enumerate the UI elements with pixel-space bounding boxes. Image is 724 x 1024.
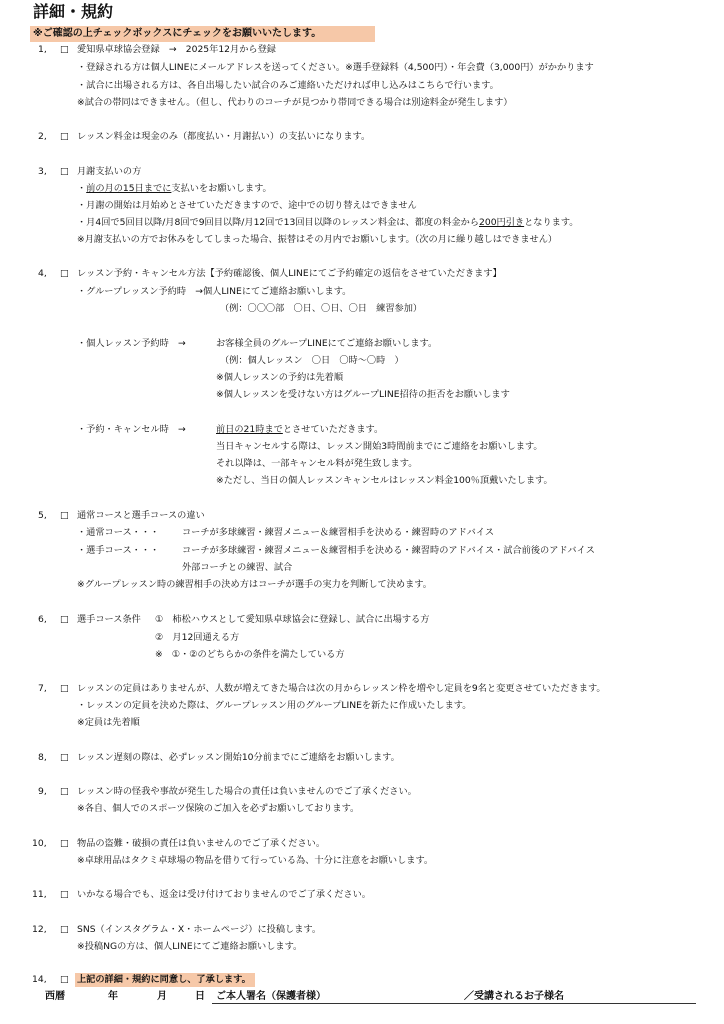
item-2-heading: レッスン料金は現金のみ（都度払い・月謝払い）の支払いになります。 (77, 131, 371, 142)
item-number-6: 6, (38, 614, 47, 625)
item-8-heading: レッスン遅刻の際は、必ずレッスン開始10分前までにご連絡をお願いします。 (77, 752, 400, 763)
checkbox-4[interactable]: □ (60, 268, 69, 279)
item-7-heading: レッスンの定員はありませんが、人数が増えてきた場合は次の月からレッスン枠を増やし定員を9名と変更させていただきます。 (77, 683, 606, 694)
item-number-7: 7, (38, 683, 47, 694)
item-4-line: 当日キャンセルする際は、レッスン開始3時間前までにご連絡をお願いします。 (216, 441, 543, 452)
item-7-line: ・レッスンの定員を決めた際は、グループレッスン用のグループLINEを新たに作成いたします。 (77, 700, 472, 711)
child-name-label: ／受講されるお子様名 (464, 991, 564, 1002)
item-4-line: ・グループレッスン予約時 →個人LINEにてご連絡お願いします。 (77, 286, 352, 297)
item-5-line: ・通常コース・・・ (77, 527, 160, 538)
guardian-signature-label: ご本人署名（保護者様） (216, 991, 326, 1002)
item-6-line: ① 柿松ハウスとして愛知県卓球協会に登録し、試合に出場する方 (155, 614, 430, 625)
checkbox-7[interactable]: □ (60, 683, 69, 694)
item-4-line: ・予約・キャンセル時 → (77, 424, 186, 435)
checkbox-6[interactable]: □ (60, 614, 69, 625)
item-3-line: ※月謝支払いの方でお休みをしてしまった場合、振替はその月内でお願いします。（次の月に繰り越しはできません） (77, 234, 558, 245)
item-number-11: 11, (32, 889, 47, 900)
item-9-heading: レッスン時の怪我や事故が発生した場合の責任は負いませんのでご了承ください。 (77, 786, 417, 797)
item-number-4: 4, (38, 268, 47, 279)
item-1-heading: 愛知県卓球協会登録 → 2025年12月から登録 (77, 44, 276, 55)
notice-banner: ※ご確認の上チェックボックスにチェックをお願いいたします。 (30, 26, 375, 42)
item-3-line: ・月4回で5回目以降/月8回で9回目以降/月12回で13回目以降のレッスン料金は、都度の料金から200円引きとなります。 (77, 217, 579, 228)
item-4-line: ・個人レッスン予約時 → (77, 338, 186, 349)
checkbox-3[interactable]: □ (60, 166, 69, 177)
item-11-heading: いかなる場合でも、返金は受け付けておりませんのでご了承ください。 (77, 889, 371, 900)
item-4-heading: レッスン予約・キャンセル方法【予約確認後、個人LINEにてご予約確定の返信をさせていただきます】 (77, 268, 502, 279)
item-3-line: ・月謝の開始は月始めとさせていただきますので、途中での切り替えはできません (77, 200, 417, 211)
item-4-line: それ以降は、一部キャンセル料が発生致します。 (216, 458, 418, 469)
item-5-heading: 通常コースと選手コースの違い (77, 510, 205, 521)
checkbox-1[interactable]: □ (60, 44, 69, 55)
item-number-10: 10, (32, 838, 47, 849)
item-number-1: 1, (38, 44, 47, 55)
emphasis-text: 前日の21時まで (216, 424, 283, 435)
item-6-heading: 選手コース条件 (77, 614, 141, 625)
item-1-line: ・登録される方は個人LINEにメールアドレスを送ってください。※選手登録料（4,500円）・年会費（3,000円）がかかります (77, 62, 594, 73)
signature-era-label: 西暦 (45, 991, 65, 1002)
item-1-line: ※試合の帯同はできません。（但し、代わりのコーチが見つかり帯同できる場合は別途料金が発生します） (77, 97, 513, 108)
page-title: 詳細・規約 (33, 2, 114, 21)
item-10-heading: 物品の盗難・破損の責任は負いませんのでご了承ください。 (77, 838, 326, 849)
item-6-line: ※ ①・②のどちらかの条件を満たしている方 (155, 649, 345, 660)
item-4-line: （例：個人レッスン 〇日 〇時～〇時 ） (220, 355, 404, 366)
item-4-line: ※個人レッスンの予約は先着順 (216, 372, 344, 383)
checkbox-2[interactable]: □ (60, 131, 69, 142)
signature-day-label: 日 (195, 991, 205, 1002)
checkbox-9[interactable]: □ (60, 786, 69, 797)
checkbox-8[interactable]: □ (60, 752, 69, 763)
item-4-line: ※個人レッスンを受けない方はグループLINE招待の拒否をお願いします (216, 389, 510, 400)
checkbox-10[interactable]: □ (60, 838, 69, 849)
item-4-line: （例：〇〇〇部 〇日、〇日、〇日 練習参加） (220, 303, 423, 314)
item-4-line: お客様全員のグループLINEにてご連絡お願いします。 (216, 338, 438, 349)
emphasis-text: 前の月の15日までに (86, 183, 172, 194)
item-number-14: 14, (32, 974, 47, 985)
item-12-line: ※投稿NGの方は、個人LINEにてご連絡お願いします。 (77, 941, 303, 952)
item-5-line: ※グループレッスン時の練習相手の決め方はコーチが選手の実力を判断して決めます。 (77, 579, 432, 590)
item-number-9: 9, (38, 786, 47, 797)
item-4-line: ※ただし、当日の個人レッスンキャンセルはレッスン料金100％頂戴いたします。 (216, 475, 553, 486)
item-4-line: 前日の21時までとさせていただきます。 (216, 424, 384, 435)
item-10-line: ※卓球用品はタクミ卓球場の物品を借りて行っている為、十分に注意をお願いします。 (77, 855, 434, 866)
item-number-2: 2, (38, 131, 47, 142)
item-7-line: ※定員は先着順 (77, 717, 140, 728)
agreement-statement: 上記の詳細・規約に同意し、了承します。 (75, 973, 255, 987)
item-5-line: 外部コーチとの練習、試合 (182, 562, 293, 573)
item-number-3: 3, (38, 166, 47, 177)
signature-year-label: 年 (108, 991, 118, 1002)
item-number-5: 5, (38, 510, 47, 521)
item-9-line: ※各自、個人でのスポーツ保険のご加入を必ずお願いしております。 (77, 803, 360, 814)
item-6-line: ② 月12回通える方 (155, 632, 240, 643)
checkbox-14[interactable]: □ (60, 974, 69, 985)
item-number-12: 12, (32, 924, 47, 935)
item-12-heading: SNS（インスタグラム・X・ホームページ）に投稿します。 (77, 924, 322, 935)
item-3-heading: 月謝支払いの方 (77, 166, 142, 177)
item-number-8: 8, (38, 752, 47, 763)
signature-line[interactable] (212, 1003, 696, 1004)
checkbox-11[interactable]: □ (60, 889, 69, 900)
checkbox-5[interactable]: □ (60, 510, 69, 521)
item-5-line: コーチが多球練習・練習メニュー＆練習相手を決める・練習時のアドバイス・試合前後のアドバイス (182, 545, 595, 556)
item-5-line: ・選手コース・・・ (77, 545, 160, 556)
item-3-line: ・前の月の15日までに支払いをお願いします。 (77, 183, 272, 194)
item-5-line: コーチが多球練習・練習メニュー＆練習相手を決める・練習時のアドバイス (182, 527, 495, 538)
signature-month-label: 月 (157, 991, 167, 1002)
item-1-line: ・試合に出場される方は、各自出場したい試合のみご連絡いただければ申し込みはこちらで行います。 (77, 80, 499, 91)
checkbox-12[interactable]: □ (60, 924, 69, 935)
emphasis-text: 200円引き (479, 217, 525, 228)
